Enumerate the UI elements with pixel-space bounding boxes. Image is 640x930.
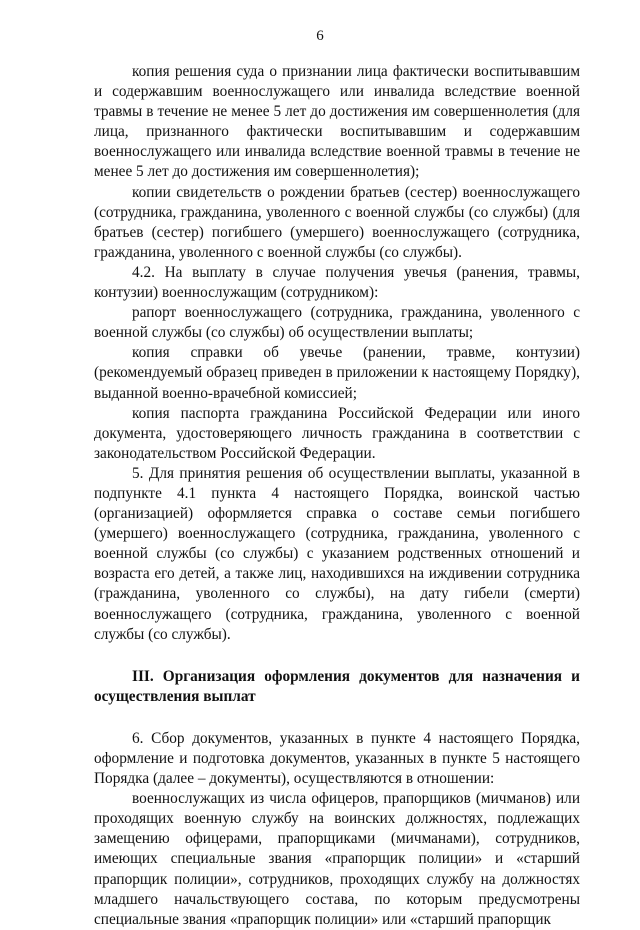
paragraph-item-5: 5. Для принятия решения об осуществлении выплаты, указанной в подпункте 4.1 пункта 4 настоящего Порядка, воинской частью (организацией) оформляется справка о составе семьи погибшего (умершего) военнослужащего (сотрудника, гражданина, уволенного с военной службы (со службы) с указанием родственных отношений и возраста его детей, а также лиц, находившихся на иждивении сотрудника (гражданина, уволенного со службы), на дату гибели (смерти) военнослужащего (сотрудника, гражданина, уволенного с военной службы (со службы). [94, 464, 580, 643]
paragraph-siblings-birth-certificates: копии свидетельств о рождении братьев (сестер) военнослужащего (сотрудника, гражданина, уволенного с военной службы (со службы) (для братьев (сестер) погибшего (умершего) военнослужащего (сотрудника, гражданина, уволенного с военной службы (со службы). [94, 183, 580, 261]
paragraph-court-decision-copy: копия решения суда о признании лица фактически воспитывавшим и содержавшим военнослужащего или инвалида вследствие военной травмы в течение не менее 5 лет до достижения им совершеннолетия (для лица, признанного фактически воспитывавшим и содержавшим военнослужащего или инвалида вследствие военной травмы в течение не менее 5 лет до достижения им совершеннолетия); [94, 63, 580, 181]
paragraph-item-6: 6. Сбор документов, указанных в пункте 4 настоящего Порядка, оформление и подготовка документов, указанных в пункте 5 настоящего Порядка (далее – документы), осуществляются в отношении: [94, 729, 580, 788]
paragraph-item-4-2: 4.2. На выплату в случае получения увечья (ранения, травмы, контузии) военнослужащим (сотрудником): [94, 263, 580, 302]
paragraph-passport-copy: копия паспорта гражданина Российской Федерации или иного документа, удостоверяющего личность гражданина в соответствии с законодательством Российской Федерации. [94, 404, 580, 462]
document-body [94, 62, 580, 930]
page-number: 6 [316, 28, 324, 44]
paragraph-injury-certificate: копия справки об увечье (ранении, травме, контузии) (рекомендуемый образец приведен в приложении к настоящему Порядку), выданной военно-врачебной комиссией; [94, 344, 580, 402]
paragraph-officers: военнослужащих из числа офицеров, прапорщиков (мичманов) или проходящих военную службу на воинских должностях, подлежащих замещению офицерами, прапорщиками (мичманами), сотрудников, имеющих специальные звания «прапорщик полиции» и «старший прапорщик полиции», сотрудников, проходящих службу на должностях младшего начальствующего состава, по которым предусмотрены специальные звания «прапорщик полиции» или «старший прапорщик [94, 790, 580, 928]
paragraph-report: рапорт военнослужащего (сотрудника, гражданина, уволенного с военной службы (со службы) об осуществлении выплаты; [94, 304, 580, 342]
section-heading: III. Организация оформления документов для назначения и осуществления выплат [94, 667, 580, 705]
